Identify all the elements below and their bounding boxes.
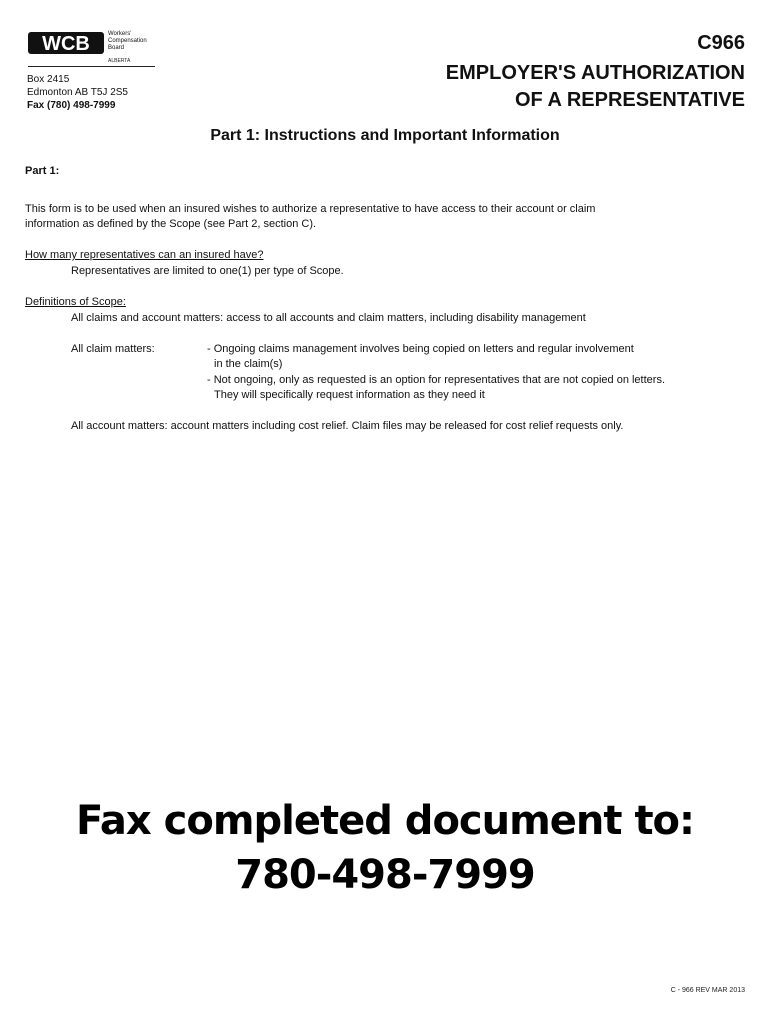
intro-line-1: This form is to be used when an insured wishes to authorize a representative to have access to their account or claim — [25, 203, 596, 215]
claim-matters-line-4: They will specifically request information as they need it — [214, 389, 485, 401]
part-label: Part 1: — [25, 165, 60, 177]
claim-matters-line-2: in the claim(s) — [214, 358, 283, 370]
form-title-line-1: EMPLOYER'S AUTHORIZATION — [445, 62, 745, 84]
logo-divider — [28, 66, 155, 67]
question-heading: How many representatives can an insured have? — [25, 249, 264, 261]
logo-word-3: Board — [108, 45, 125, 51]
fax-banner-number: 780-498-7999 — [235, 852, 535, 898]
address-box: Box 2415 — [27, 74, 70, 85]
logo-words — [108, 31, 147, 52]
logo-text: WCB — [42, 33, 90, 55]
address-fax: Fax (780) 498-7999 — [27, 100, 116, 111]
fax-banner-line-1: Fax completed document to: — [75, 798, 695, 844]
claim-matters-line-1: - Ongoing claims management involves being copied on letters and regular involvement — [207, 343, 634, 355]
logo-word-2: Compensation — [108, 38, 147, 44]
intro-line-2: information as defined by the Scope (see Part 2, section C). — [25, 218, 317, 230]
form-title-line-2: OF A REPRESENTATIVE — [514, 89, 745, 111]
form-code: C966 — [697, 32, 745, 54]
definitions-heading: Definitions of Scope: — [25, 296, 126, 308]
wcb-logo-mark — [28, 31, 104, 55]
claim-matters-line-3: - Not ongoing, only as requested is an option for representatives that are not copied on letters. — [207, 374, 665, 386]
logo-province: ALBERTA — [108, 58, 131, 64]
definition-all-matters: All claims and account matters: access to all accounts and claim matters, including disability management — [71, 312, 586, 324]
account-matters-line: All account matters: account matters including cost relief. Claim files may be released for cost relief requests only. — [71, 420, 624, 432]
claim-matters-label: All claim matters: — [71, 343, 155, 355]
question-answer: Representatives are limited to one(1) per type of Scope. — [71, 265, 344, 277]
mailing-address — [27, 73, 128, 112]
wcb-logo — [28, 31, 156, 67]
part-heading: Part 1: Instructions and Important Information — [210, 127, 560, 144]
address-city: Edmonton AB T5J 2S5 — [27, 87, 128, 98]
footer-form-revision: C - 966 REV MAR 2013 — [670, 987, 745, 994]
form-title — [446, 60, 745, 114]
logo-word-1: Workers' — [108, 31, 132, 37]
